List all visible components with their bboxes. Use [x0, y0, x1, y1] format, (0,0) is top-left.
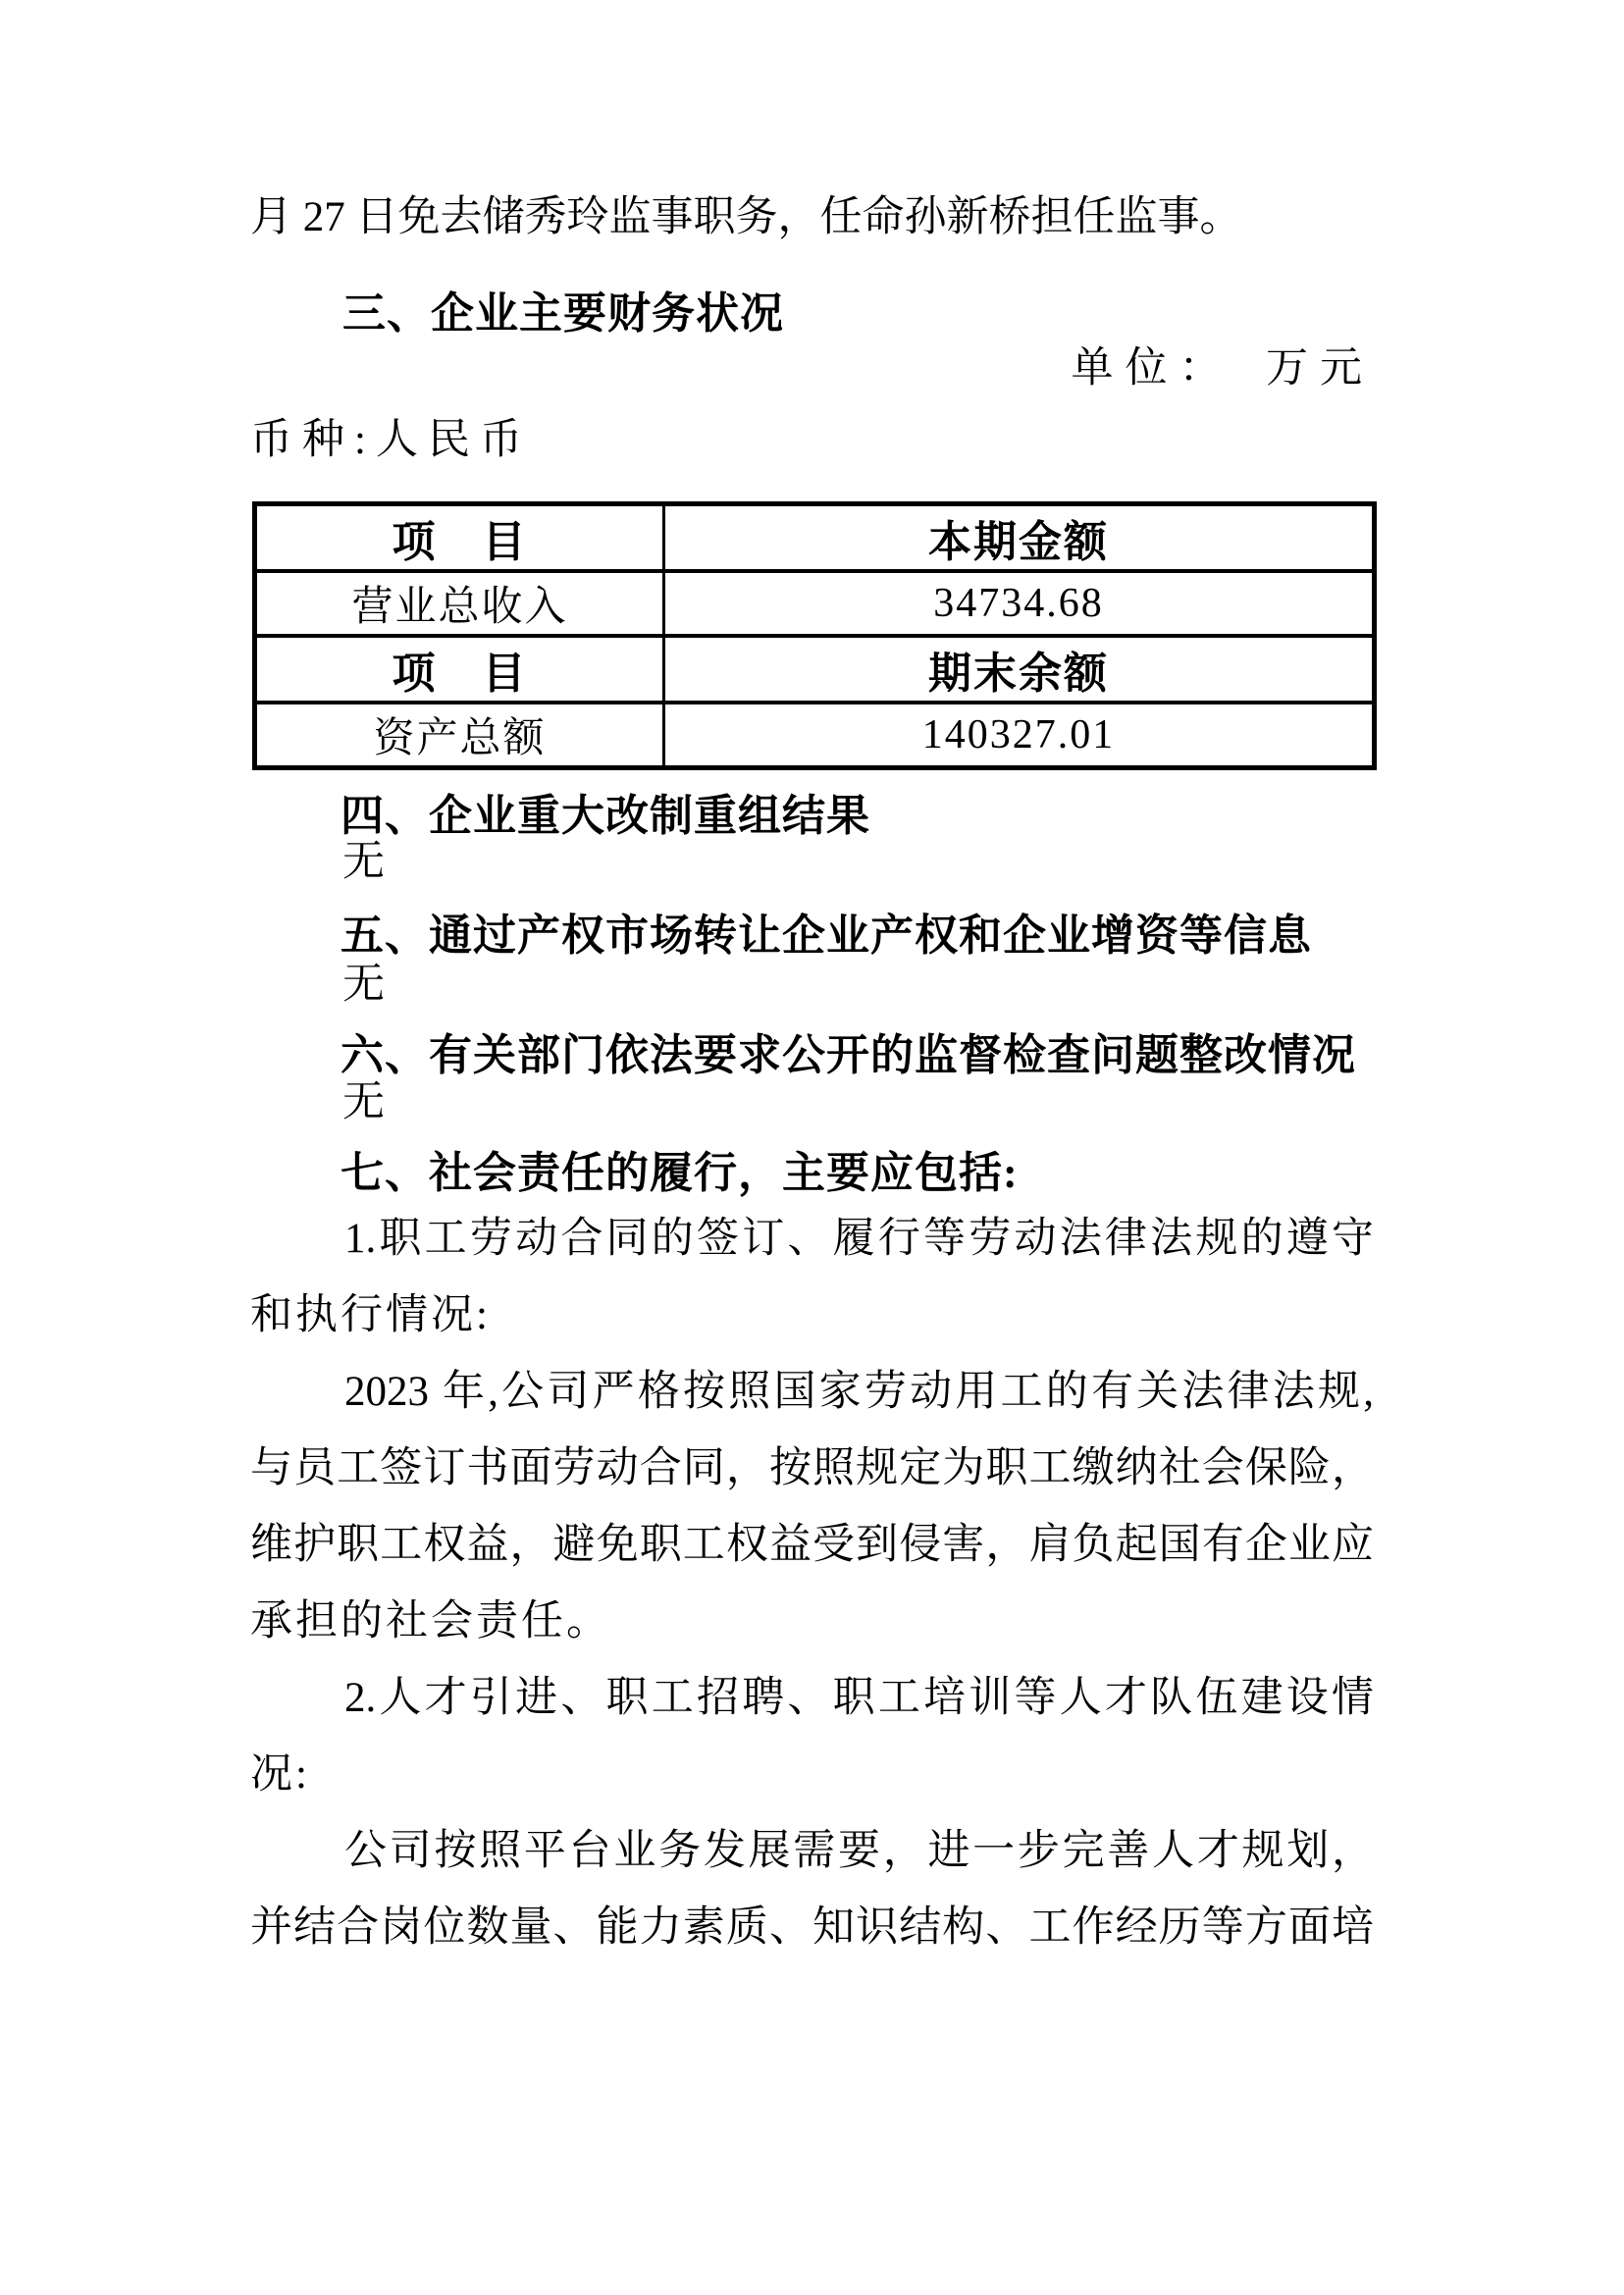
assets-value: 140327.01: [664, 703, 1375, 768]
finance-table: [252, 501, 1377, 770]
responsibility-line-10: 并结合岗位数量、能力素质、知识结构、工作经历等方面培: [250, 1904, 1374, 1951]
responsibility-line-8: 况:: [250, 1751, 310, 1798]
table-row-assets: [255, 703, 1375, 768]
responsibility-line-9: 公司按照平台业务发展需要，进一步完善人才规划，: [344, 1828, 1374, 1874]
section-heading-restructure: 四、企业重大改制重组结果: [341, 792, 870, 840]
table-header-item-2: 项 目: [255, 636, 664, 703]
responsibility-line-7: 2.人才引进、职工招聘、职工培训等人才队伍建设情: [344, 1675, 1374, 1721]
responsibility-line-2: 和执行情况:: [250, 1292, 491, 1338]
revenue-value: 34734.68: [664, 571, 1375, 636]
responsibility-line-1: 1.职工劳动合同的签订、履行等劳动法律法规的遵守: [344, 1216, 1374, 1262]
section-heading-inspection: 六、有关部门依法要求公开的监督检查问题整改情况: [341, 1031, 1356, 1079]
responsibility-line-5: 维护职工权益，避免职工权益受到侵害，肩负起国有企业应: [250, 1522, 1374, 1568]
table-header-current-amount: 本期金额: [664, 504, 1375, 572]
responsibility-line-3: 2023 年,公司严格按照国家劳动用工的有关法律法规,: [344, 1369, 1374, 1415]
responsibility-line-4: 与员工签订书面劳动合同，按照规定为职工缴纳社会保险，: [250, 1445, 1374, 1491]
table-header-item: 项 目: [255, 504, 664, 572]
table-header-ending-balance: 期末余额: [664, 636, 1375, 703]
table-row-revenue: [255, 571, 1375, 636]
inspection-content: 无: [342, 1079, 385, 1125]
assets-label: 资产总额: [255, 703, 664, 768]
currency-label: 币种:人民币: [250, 417, 532, 463]
section-heading-finance: 三、企业主要财务状况: [342, 289, 784, 338]
restructure-content: 无: [342, 839, 385, 885]
revenue-label: 营业总收入: [255, 571, 664, 636]
responsibility-line-6: 承担的社会责任。: [250, 1598, 611, 1644]
table-header-row-current: [255, 504, 1375, 572]
section-heading-responsibility: 七、社会责任的履行，主要应包括:: [341, 1149, 1019, 1197]
intro-line: 月 27 日免去储秀玲监事职务，任命孙新桥担任监事。: [250, 194, 1242, 240]
section-heading-transfer: 五、通过产权市场转让企业产权和企业增资等信息: [341, 912, 1312, 960]
table-header-row-ending: [255, 636, 1375, 703]
transfer-content: 无: [342, 962, 385, 1008]
unit-label: 单位： 万元: [1071, 345, 1374, 391]
